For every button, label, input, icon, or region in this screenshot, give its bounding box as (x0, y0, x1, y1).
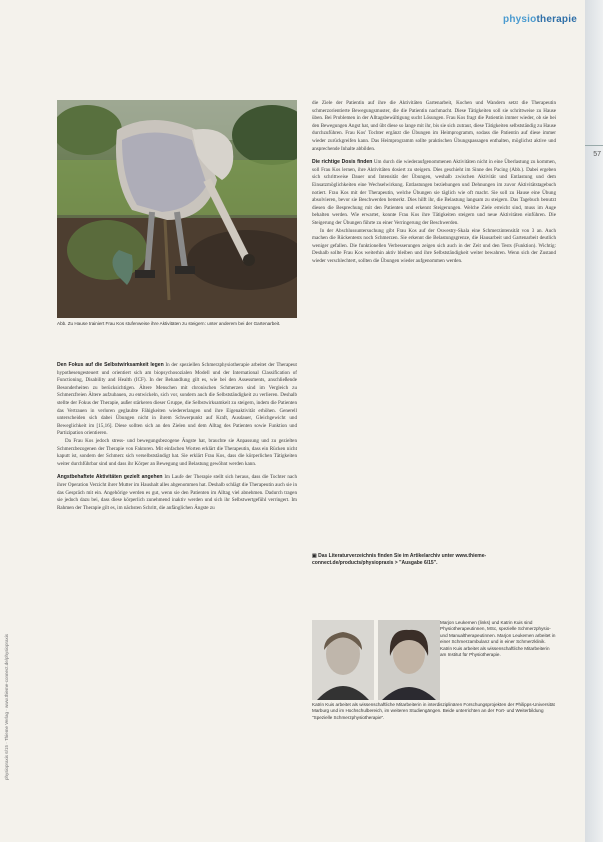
literature-icon: ▣ (312, 553, 317, 559)
section-brand (503, 14, 577, 25)
section1-heading: Den Fokus auf die Selbstwirksamkeit legen (57, 362, 164, 368)
side-margin-note (4, 560, 16, 780)
brand-part-2: therapie (536, 14, 577, 25)
photo-caption: Abb. Zu Hause trainiert Frau Kos stufenweise ihre Aktivitäten zu steigern: unter anderem bei der Gartenarbeit. (57, 321, 281, 326)
section3-body-2: In der Abschlussuntersuchung gibt Frau Kos auf der Oswestry-Skala eine Schmerzintensität von 3 an. Auch machen die Rückentests noch Schmerzen. Sie erkennt die Belastungsgrenze, die Hausarbeit und Gartenarbeit deutlich weniger gefallen. Die funktionellen Verbesserungen zeigen sich auch in der Zeit und den Tests (Funktion). Wichtig: Deshalb sollte Frau Kos weiterhin aktiv bleiben und ihre Selbstständigkeit weiter bewahren. Wenn sich der Zustand wieder verschlechtert, sollten die Übungen wieder aufgenommen werden. (312, 227, 556, 264)
right-column (312, 100, 556, 265)
page-tick (585, 145, 603, 146)
author-portraits (312, 620, 440, 700)
section3-heading: Die richtige Dosis finden (312, 159, 373, 166)
literature-note (312, 553, 554, 567)
section1-body-2: Da Frau Kos jedoch stress- und bewegungsbezogene Ängste hat, brauchte sie Anpassung und zu gezielten Schmerzbezogenen der Therapie von Faktoren. Mit einfachen Worten erklärt die Therapeutin, dass ein Rücken nicht kaputt ist, sondern der Schmerz sich verselbstständigt hat. Sie erklärt Frau Kos, dass die körperlichen Tätigkeiten weiter durchführbar sind und dass ihr Körper an Bewegung und Belastung gewöhnt werden kann. (57, 437, 297, 467)
article-photo (57, 100, 297, 318)
author-bio-continued: Katrin Kuis arbeitet als wissenschaftliche Mitarbeiterin in interdisziplinären Forschungsprojekten der Philipps-Universität Marburg und im Hochschulbereich, im weiteren Studiengängen. Beide unterrichten an der Fort- und Weiterbildung "Spezielle Schmerzphysiotherapie". (312, 702, 555, 720)
literature-text: Das Literaturverzeichnis finden Sie im Artikelarchiv unter www.thieme-connect.de/products/physiopraxis > "Ausgabe 6/15". (312, 553, 487, 566)
brand-part-1: physio (503, 14, 537, 25)
section2-body: Im Laufe der Therapie stellt sich heraus, dass die Tochter nach ihrer Operation Verzicht ihrer Mutter im Haushalt alles abgenommen hat. Deshalb schlägt die Therapeutin auch sie in das Gespräch mit ein. Angehörige werden es gut, wenn sie den Patienten im Alltag viel abnehmen. Dadurch tragen sie jedoch dazu bei, dass diese körperlich zunehmend inaktiv werden und sich ihr Selbstwertgefühl verringert. Im Rahmen der Therapie gilt es, im nächsten Schritt, die anfänglichen Ängste zu (57, 474, 297, 511)
page-edge-strip (585, 0, 603, 842)
section2-heading: Angstbehaftete Aktivitäten gezielt angehen (57, 474, 163, 481)
right-body-1: die Ziele der Patientin auf ihre die Aktivitäten Gartenarbeit, Kochen und Wandern setzt die Therapeutin schmerzorientierte Bewegungsmuster, die die Patientin nachmacht. Diese Tätigkeiten soll sie schrittweise zu Hause üben. Bei Problemen in der Alltagsbewältigung sucht Lösungen. Frau Kos fragt die Patientin immer wieder, ob sie bei den Bewegungen Angst hat, und übt diese so lange mit ihr, bis sie sich zutraut, diese Tätigkeiten selbstständig zu Hause durchzuführen. Frau Kos' Tochter ergänzt die Übungen im Heimprogramm, sodass die Patientin auf diese immer wieder zurückgreifen kann. Das Heimprogramm sollte praktischen Übungspassagen enthalten, möglichst aktive und ansprechende Inhalte abbilden. (312, 100, 556, 152)
side-note-text: physiopraxis 6/15 · Thieme Verlag · www.thieme-connect.de/physiopraxis (4, 634, 9, 780)
author-photos (312, 620, 440, 700)
page-number: 57 (593, 151, 601, 158)
section1-body: In der speziellen Schmerzphysiotherapie arbeitet der Therapeut hypothesengesteuert und orientiert sich am biopsychosozialen Modell und der International Classification of Functioning, Disability and Health (ICF). In der Behandlung gilt es, wie bei den Assessments, anschließende Besonderheiten zu berücksichtigen. Ältere Menschen mit chronischen Schmerzen sind im Vergleich zu Schmerzfreien Ältere aufzubauen, zu entwickeln, sich vor, sondern auch die Selbstständigkeit zu verlieren. Deshalb stellte der Fokus der Therapie, außer stärkeren dieser Gruppe, die Selbstwirksamkeit zu steigern, indem die Patienten das Vertrauen in verloren geglaubte Fähigkeiten wiedererlangen und ihre Eigenaktivität erhöhen. Generell unterscheiden sich dabei Übungen nicht in ihrem Schwerpunkt auf Kraft, Ausdauer, Gleichgewicht und Beweglichkeit im [15,16]. Diese sollten sich an den Zielen und dem Alltag des Patienten sowie Funktion und Partizipation orientieren. (57, 362, 297, 437)
gardening-photo-illustration (57, 100, 297, 318)
section3-body: Um durch die wiederaufgenommenen Aktivitäten nicht in eine Überlastung zu kommen, soll Frau Kos lernen, ihre Aktivitäten dosiert zu steigern. Dies geschieht im Sinne des Pacing (Abb.). Dabei ergeben sich schrittweise Dauer und Intensität der Übungen, weshalb zwischen Aktivität und Entlastung und dem Einsatzmöglichkeiten eine Wechselwirkung. Entlastungen beziehungen und Dehnungen im zuvor Aktivitätstagebuch notiert. Frau Kos mit der Therapeutin, welche Übungen sie täglich wie oft macht. Sie soll zu Hause eine Übung absolvieren, bevor sie Beschwerden bemerkt. Dies hilft ihr, die Belastung langsam zu steigern. Das Tagebuch benutzt diesen die Besprechung mit den Patienten und erkennt Steigerungen. Welche Ziele erreicht sind, muss im Auge behalten werden. Wie erwartet, konnte Frau Kos ihre Tätigkeiten steigern und neue Aktivitäten einführen. Die Steigerung der Übungen führte zu einer Verringerung der Beschwerden. (312, 159, 556, 226)
author-bio: Marjon Leukemen (links) und Katrin Kuis sind Physiotherapeutinnen, MSc, spezielle Schmerzphysio- und Manualtherapeutinnen. Marjon Leukemen arbeitet in einer Schmerzambulanz und in einer Schmerzklinik. Katrin Kuis arbeitet als wissenschaftliche Mitarbeiterin am Institut für Physiotherapie. (440, 620, 556, 658)
left-column (57, 362, 297, 512)
